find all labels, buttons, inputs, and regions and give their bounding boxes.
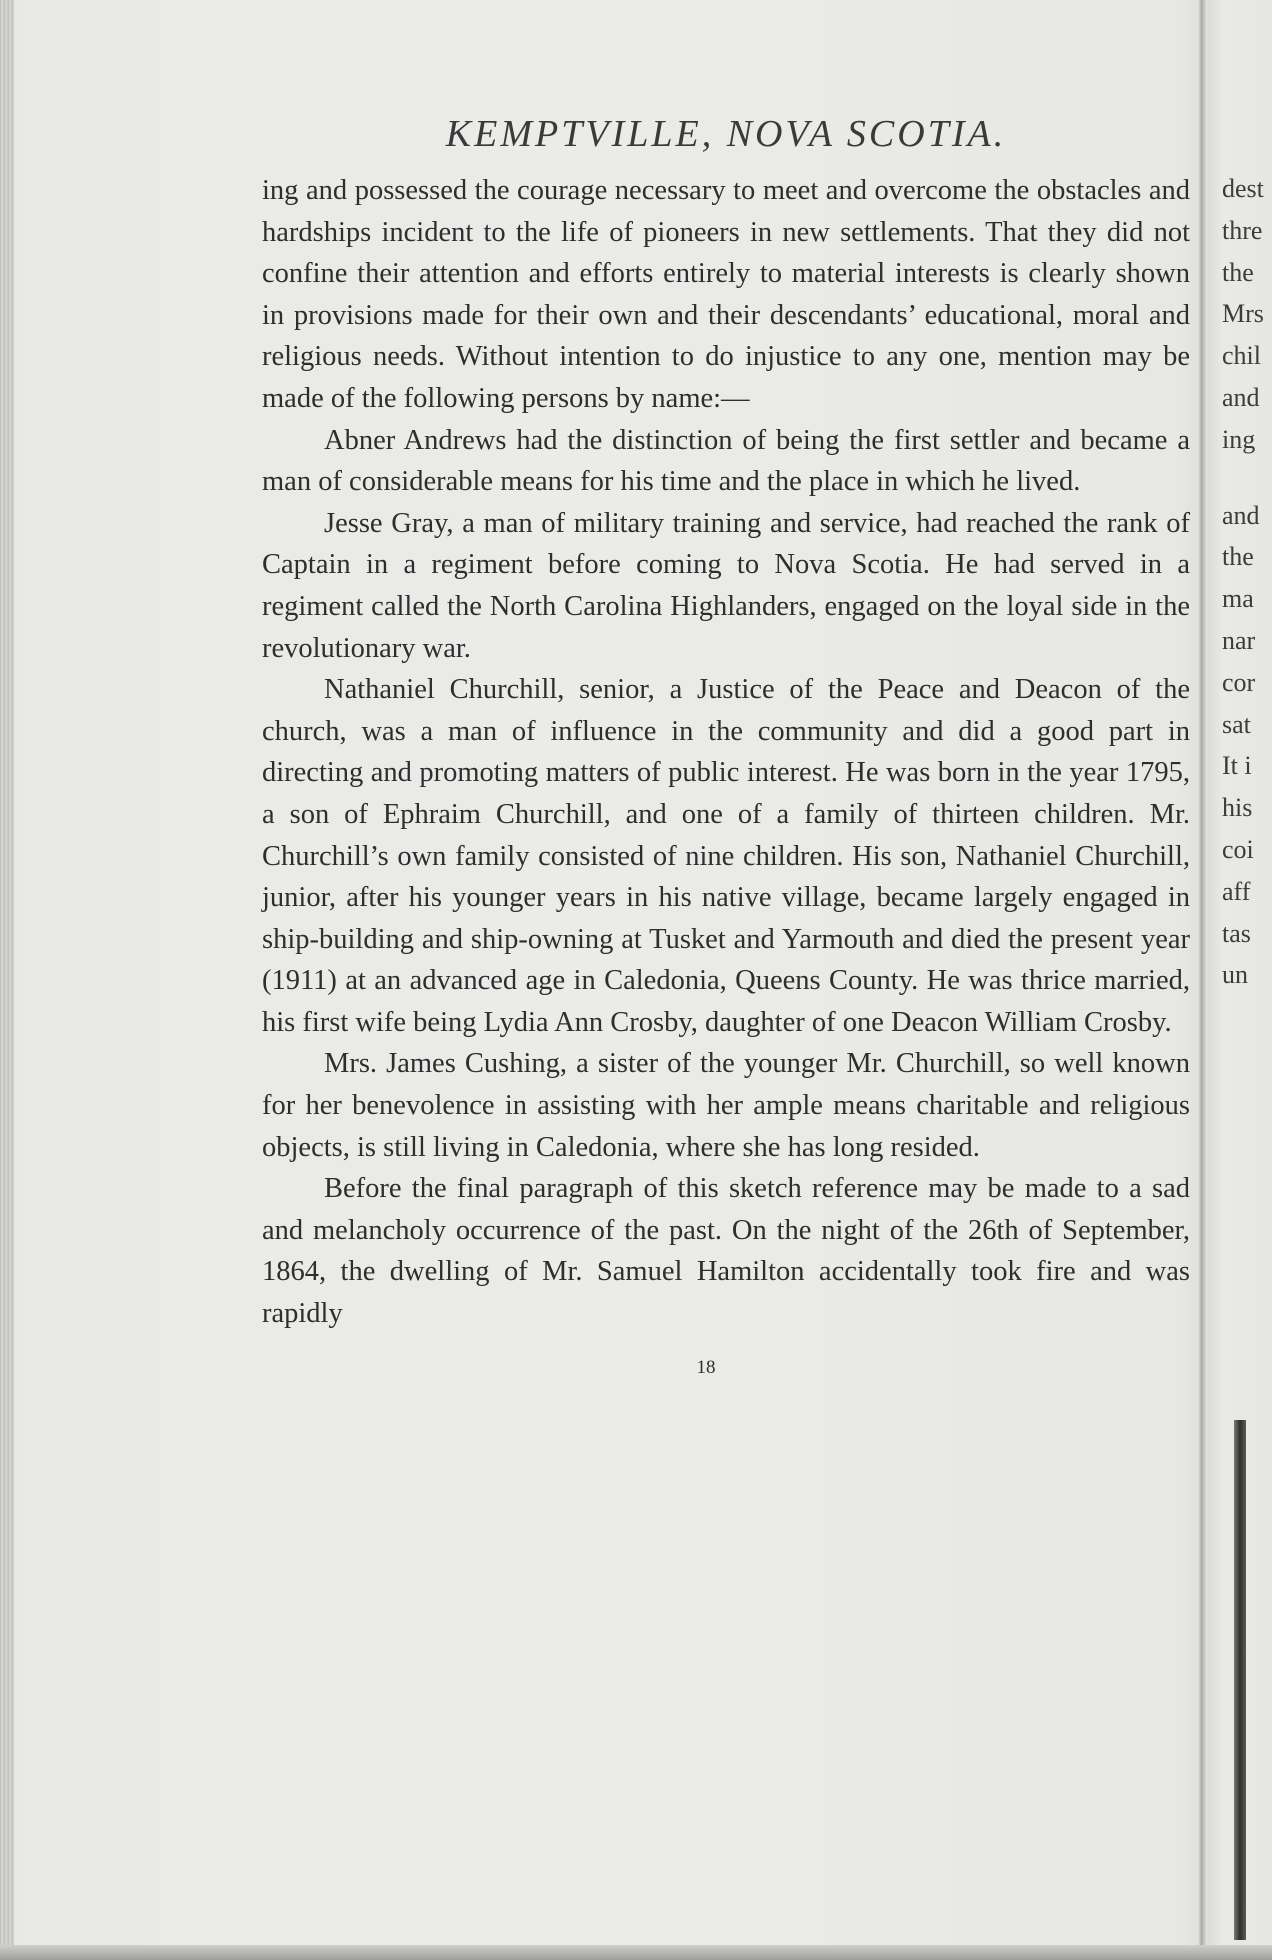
page-number: 18 (696, 1356, 716, 1378)
facing-page-fragment (1222, 168, 1272, 996)
gutter-shadow (1234, 1420, 1246, 1940)
facing-line: and (1222, 500, 1260, 530)
paragraph: ing and possessed the courage necessary to meet and overcome the obstacles and hardships incident to the life of pioneers in new settlements. That they did not confine their attention and efforts entirely to material interests is clearly shown in provisions made for their own and their descendants’ educational, moral and religious needs. Without intention to do injustice to any one, mention may be made of the following persons by name:— (262, 175, 1190, 414)
facing-line: thre (1222, 215, 1263, 245)
facing-line: ma (1222, 584, 1254, 614)
facing-line: un (1222, 960, 1248, 990)
body-text (262, 170, 1190, 1335)
paragraph: Before the final paragraph of this sketch reference may be made to a sad and melancholy occurrence of the past. On the night of the 26th of September, 1864, the dwelling of Mr. Samuel Hamilton accidentally took fire and was rapidly (262, 1173, 1190, 1330)
facing-paragraph-gap (1222, 461, 1272, 495)
facing-line: tas (1222, 918, 1251, 948)
facing-line: coi (1222, 834, 1254, 864)
facing-line: chil (1222, 341, 1261, 371)
book-gutter (1198, 0, 1206, 1960)
page-content (262, 112, 1190, 1379)
facing-line: his (1222, 793, 1253, 823)
paragraph: Abner Andrews had the distinction of being the first settler and became a man of considerable means for his time and the place in which he lived. (262, 424, 1190, 498)
facing-line: aff (1222, 876, 1251, 906)
facing-line: cor (1222, 667, 1256, 697)
facing-line: ing (1222, 424, 1256, 454)
facing-line: It i (1222, 751, 1252, 781)
running-head: KEMPTVILLE, NOVA SCOTIA. (445, 113, 1007, 155)
paragraph: Jesse Gray, a man of military training and service, had reached the rank of Captain in a regiment before coming to Nova Scotia. He had served in a regiment called the North Carolina Highlanders, engaged on the loyal side in the revolutionary war. (262, 507, 1190, 664)
page-bottom-edge (0, 1945, 1272, 1960)
facing-line: sat (1222, 709, 1251, 739)
facing-line: the (1222, 542, 1254, 572)
facing-line: the (1222, 257, 1254, 287)
facing-line: Mrs (1222, 299, 1264, 329)
page-left-edge (0, 0, 14, 1960)
facing-line: and (1222, 382, 1260, 412)
facing-line: dest (1222, 174, 1264, 203)
paragraph: Mrs. James Cushing, a sister of the younger Mr. Churchill, so well known for her benevolence in assisting with her ample means charitable and religious objects, is still living in Caledonia, where she has long resided. (262, 1048, 1190, 1163)
paragraph: Nathaniel Churchill, senior, a Justice of the Peace and Deacon of the church, was a man of influence in the community and did a good part in directing and promoting matters of public interest. He was born in the year 1795, a son of Ephraim Churchill, and one of a family of thirteen children. Mr. Churchill’s own family consisted of nine children. His son, Nathaniel Churchill, junior, after his younger years in his native village, became largely engaged in ship-building and ship-owning at Tusket and Yarmouth and died the present year (1911) at an advanced age in Caledonia, Queens County. He was thrice married, his first wife being Lydia Ann Crosby, daughter of one Deacon William Crosby. (262, 674, 1190, 1038)
facing-line: nar (1222, 625, 1256, 655)
